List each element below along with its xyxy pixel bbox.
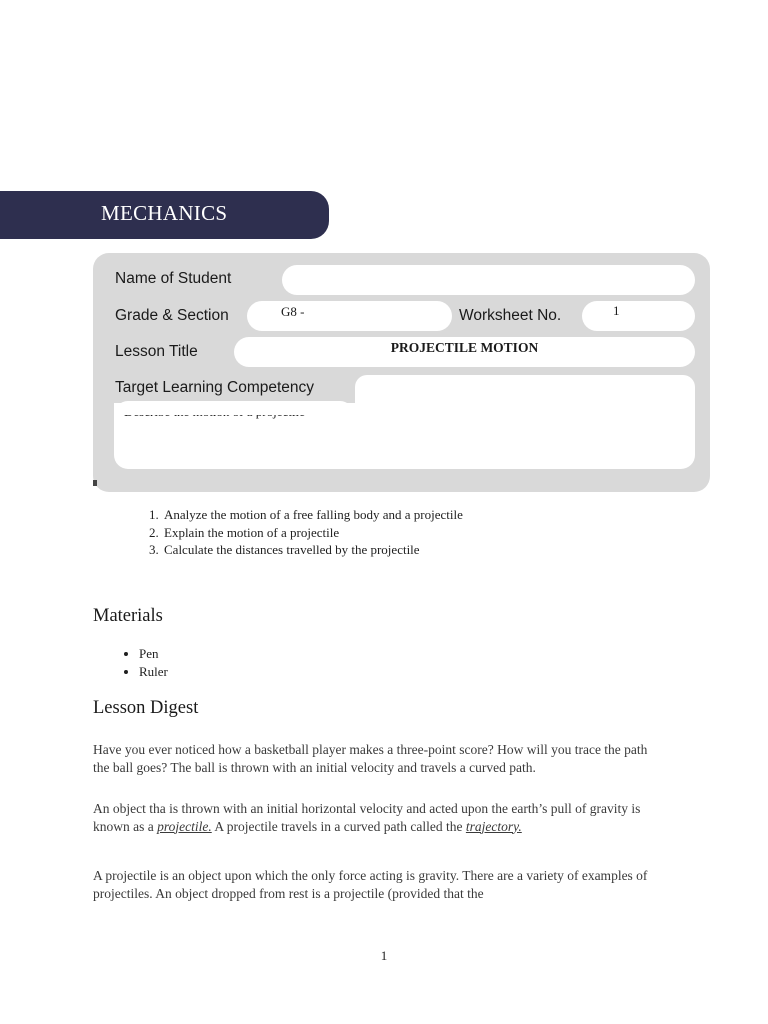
lesson-digest-heading: Lesson Digest	[93, 698, 199, 718]
list-item: • Ruler	[139, 663, 168, 681]
digest-paragraph-3: A projectile is an object upon which the only force acting is gravity. There are a variety of examples of projectiles. An object dropped from rest is a projectile (provided that the	[93, 868, 648, 901]
grade-section-label: Grade & Section	[115, 307, 229, 324]
page-number: 1	[380, 948, 388, 963]
list-item: 2. Explain the motion of a projectile	[162, 524, 662, 542]
lesson-title-value: PROJECTILE MOTION	[390, 340, 539, 355]
student-info-card	[93, 253, 710, 492]
projectile-term: projectile.	[157, 818, 212, 834]
section-title: MECHANICS	[101, 201, 228, 225]
worksheet-value: 1	[613, 303, 620, 318]
competency-field-left-cap	[114, 401, 354, 415]
digest-paragraph-2-text-b: A projectile travels in a curved path called the	[211, 818, 466, 834]
worksheet-field[interactable]	[582, 301, 695, 331]
grade-section-value: G8 -	[281, 304, 305, 319]
worksheet-label: Worksheet No.	[459, 307, 562, 324]
list-item: 1. Analyze the motion of a free falling body and a projectile	[162, 506, 662, 524]
list-item: • Pen	[139, 645, 168, 663]
list-item: 3. Calculate the distances travelled by the projectile	[162, 541, 662, 559]
grade-section-field[interactable]	[247, 301, 452, 331]
lesson-title-label: Lesson Title	[115, 343, 198, 360]
lesson-title-field[interactable]	[234, 337, 695, 367]
digest-paragraph-2-text-a: An object tha is thrown with an initial horizontal velocity and acted upon the earth’s pull of gravity is known as a	[93, 801, 641, 834]
name-label: Name of Student	[115, 270, 232, 287]
trajectory-term: trajectory.	[465, 818, 522, 834]
section-banner	[0, 191, 329, 239]
name-field[interactable]	[282, 265, 695, 295]
materials-list	[117, 645, 168, 681]
objectives-heading-fragment	[93, 480, 97, 486]
objectives-list	[140, 506, 662, 559]
competency-label: Target Learning Competency	[115, 379, 315, 396]
digest-paragraph-2	[93, 800, 663, 835]
materials-heading: Materials	[93, 606, 163, 626]
digest-paragraph-1: Have you ever noticed how a basketball player makes a three-point score? How will you trace the path the ball goes? The ball is thrown with an initial velocity and travels a curved path.	[93, 742, 648, 775]
